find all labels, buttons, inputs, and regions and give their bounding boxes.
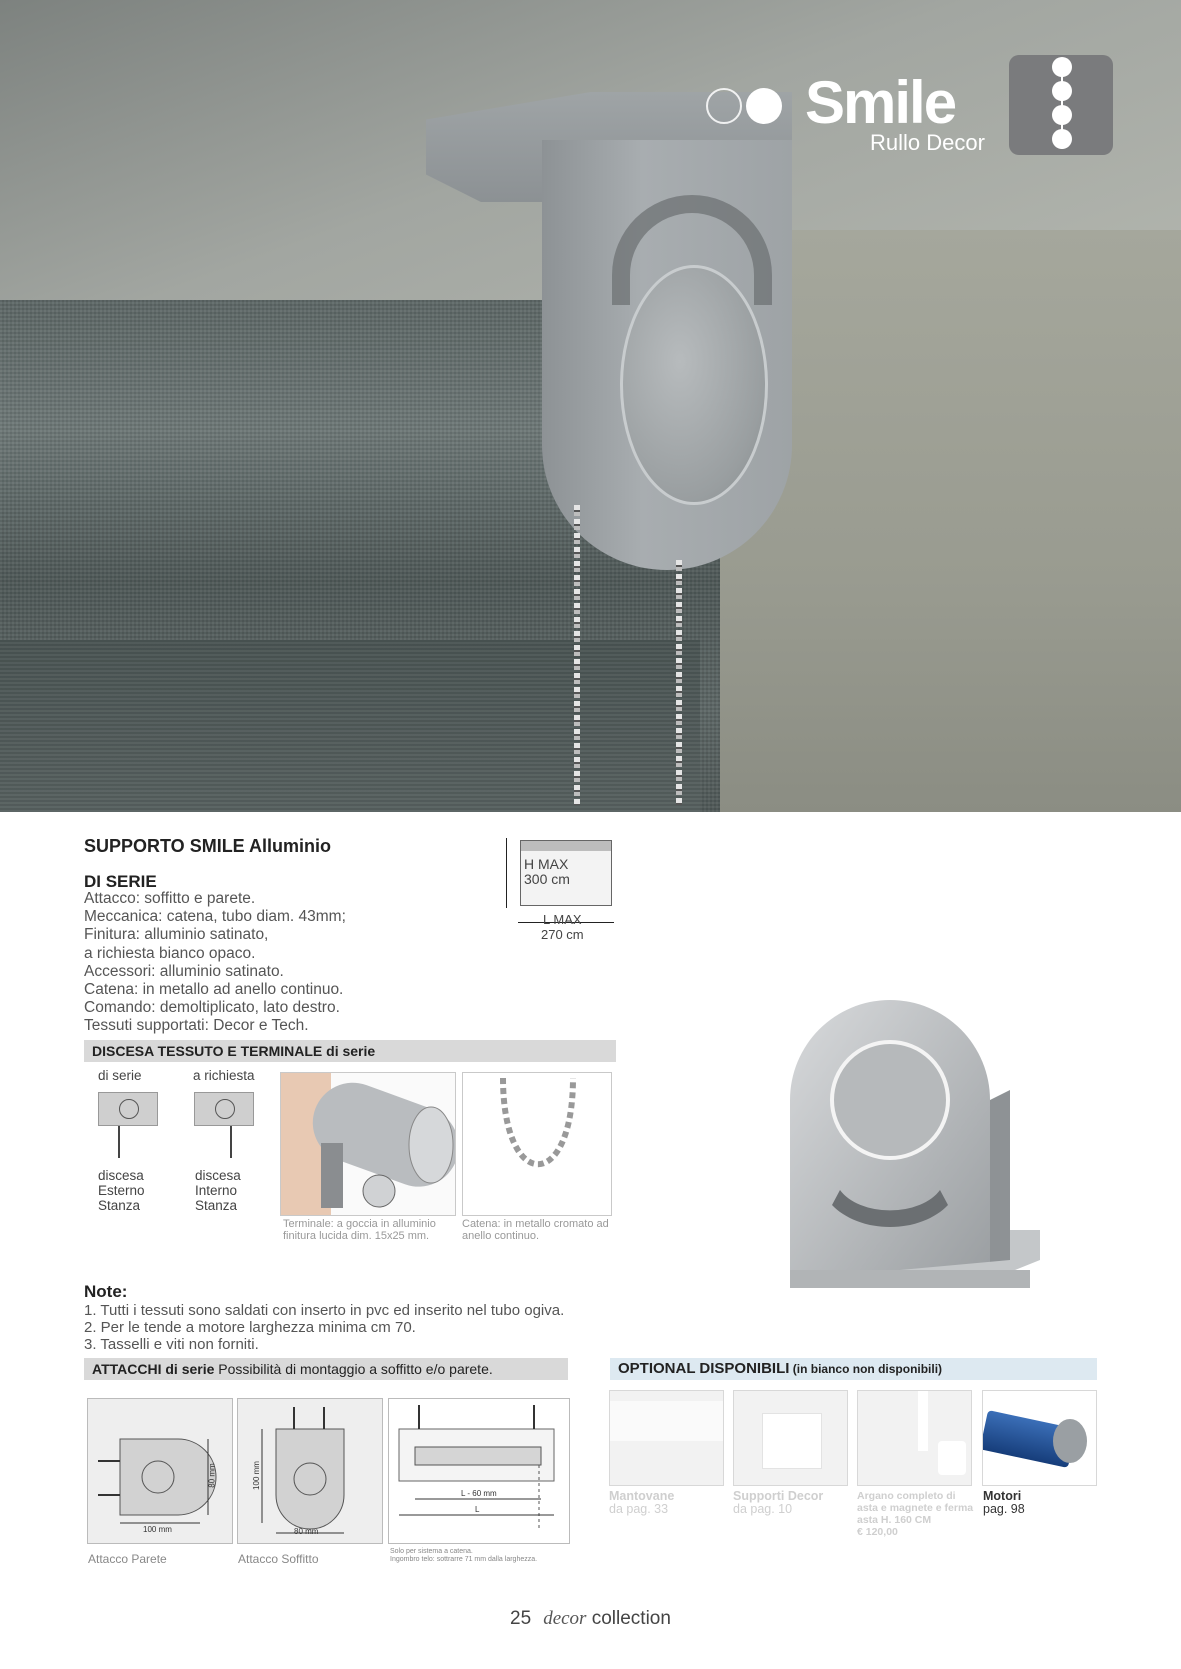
- optional-motori-image: [982, 1390, 1097, 1486]
- footer-decor: decor: [543, 1608, 587, 1629]
- fabric-line: [118, 1126, 120, 1158]
- optional-argano-image: [857, 1390, 972, 1486]
- wall-mount-caption: Attacco Parete: [88, 1552, 167, 1566]
- chain-right: [676, 560, 682, 805]
- spec-line: Comando: demoltiplicato, lato destro.: [84, 999, 340, 1017]
- optional-supporti-caption: Supporti Decor da pag. 10: [733, 1489, 824, 1516]
- optional-section-bar: OPTIONAL DISPONIBILI (in bianco non disponibili): [610, 1358, 1097, 1380]
- option-richiesta-label: a richiesta: [193, 1068, 255, 1083]
- bracket-product-render: [770, 990, 1070, 1310]
- spec-list: [84, 890, 346, 1036]
- height-max: H MAX 300 cm: [524, 856, 570, 887]
- ceiling-mount-diagram: [237, 1398, 383, 1544]
- brand-name: Smile: [805, 69, 956, 136]
- spec-line: Meccanica: catena, tubo diam. 43mm;: [84, 908, 346, 926]
- notes-heading: Note:: [84, 1282, 128, 1301]
- optional-supporti-image: [733, 1390, 848, 1486]
- attacchi-section-bar: ATTACCHI di serie Possibilità di montaggio a soffitto e/o parete.: [84, 1358, 568, 1380]
- spec-line: Accessori: alluminio satinato.: [84, 962, 284, 980]
- ceiling-width-label: 80 mm: [294, 1527, 319, 1536]
- width-total-label: L: [475, 1505, 480, 1514]
- discesa-esterno-diagram: [98, 1092, 158, 1126]
- circle-outline-icon: [706, 88, 742, 124]
- wall-mount-diagram: [87, 1398, 233, 1544]
- page-number: 25: [510, 1608, 532, 1629]
- product-title: SUPPORTO SMILE Alluminio: [84, 836, 332, 856]
- note-item: 1. Tutti i tessuti sono saldati con inserto in pvc ed inserito nel tubo ogiva.: [84, 1302, 565, 1319]
- width-drawing: [389, 1399, 569, 1543]
- terminal-drawing: [281, 1073, 456, 1216]
- notes-list: [84, 1302, 564, 1353]
- optional-motori-caption: Motori pag. 98: [983, 1489, 1025, 1516]
- note-item: 2. Per le tende a motore larghezza minima cm 70.: [84, 1319, 416, 1336]
- chain-left: [574, 505, 580, 805]
- terminal-caption: Terminale: a goccia in alluminio finitura lucida dim. 15x25 mm.: [283, 1218, 436, 1242]
- bracket-render-drawing: [770, 990, 1070, 1310]
- circle-filled-icon: [746, 88, 782, 124]
- discesa-section-bar: DISCESA TESSUTO E TERMINALE di serie: [84, 1040, 616, 1062]
- spec-line: Catena: in metallo ad anello continuo.: [84, 981, 344, 999]
- option-interno-text: discesa Interno Stanza: [195, 1168, 241, 1213]
- note-item: 3. Tasselli e viti non forniti.: [84, 1336, 259, 1353]
- discesa-interno-diagram: [194, 1092, 254, 1126]
- series-heading: DI SERIE: [84, 872, 157, 891]
- optional-argano-caption: Argano completo di asta e magnete e ferma asta H. 160 CM € 120,00: [857, 1490, 974, 1538]
- fabric-drop: [0, 640, 700, 812]
- width-diagram: [388, 1398, 570, 1544]
- height-arrow: [506, 838, 507, 908]
- terminal-photo: [280, 1072, 456, 1216]
- width-max: L MAX 270 cm: [541, 912, 584, 942]
- chain-photo: [462, 1072, 612, 1216]
- ceiling-height-label: 100 mm: [251, 1461, 261, 1490]
- chain-drawing: [463, 1073, 612, 1216]
- chain-logo-icon: [1009, 55, 1113, 155]
- optional-mantovane-caption: Mantovane da pag. 33: [609, 1489, 675, 1516]
- optional-mantovane-image: [609, 1390, 724, 1486]
- ceiling-mount-caption: Attacco Soffitto: [238, 1552, 319, 1566]
- spec-line: a richiesta bianco opaco.: [84, 944, 256, 962]
- spec-line: Attacco: soffitto e parete.: [84, 890, 256, 907]
- spec-line: Finitura: alluminio satinato,: [84, 926, 269, 944]
- option-esterno-text: discesa Esterno Stanza: [98, 1168, 145, 1213]
- footer-collection: collection: [591, 1608, 671, 1629]
- bracket-disc: [620, 265, 768, 505]
- option-serie-label: di serie: [98, 1068, 142, 1083]
- fabric-line: [230, 1126, 232, 1158]
- wall-height-label: 80 mm: [207, 1463, 217, 1488]
- footer: [0, 1608, 1181, 1630]
- hero-photo: [0, 0, 1181, 812]
- wall-width-label: 100 mm: [143, 1525, 172, 1534]
- width-caption: Solo per sistema a catena. Ingombro telo: sottrarre 71 mm dalla larghezza.: [390, 1548, 538, 1563]
- brand-subtitle: Rullo Decor: [870, 130, 985, 155]
- spec-line: Tessuti supportati: Decor e Tech.: [84, 1017, 309, 1035]
- chain-caption: Catena: in metallo cromato ad anello continuo.: [462, 1218, 609, 1242]
- width-minus-label: L - 60 mm: [461, 1489, 497, 1498]
